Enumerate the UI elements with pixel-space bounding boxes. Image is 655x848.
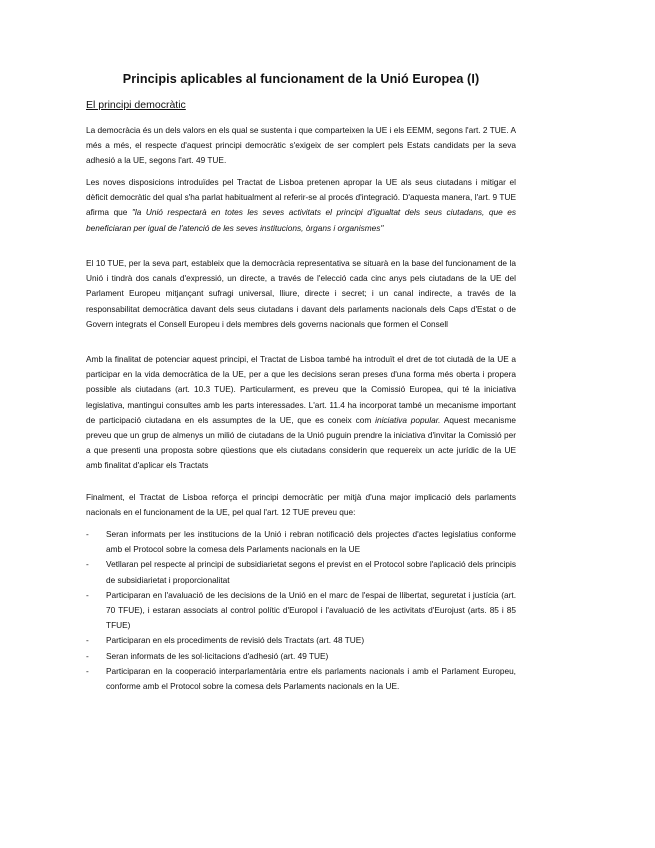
document-title: Principis aplicables al funcionament de la Unió Europea (I) <box>122 72 480 86</box>
paragraph-2-quote: "la Unió respectarà en totes les seves activitats el principi d'igualtat dels seus ciutadans, que es beneficiaran per igual de l'atenció de les seves institucions, òrgans i organismes" <box>86 207 516 233</box>
list-item <box>86 588 516 634</box>
paragraph-4-text-after: Aquest mecanisme preveu que un grup de almenys un milió de ciutadans de la Unió puguin prendre la iniciativa d'invitar la Comissió per a que presenti una proposta sobre qüestions que els ciutadans considerin que requereix un acte jurídic de la UE amb finalitat d'aplicar els Tractats <box>86 414 516 471</box>
paragraph-4-text: Amb la finalitat de potenciar aquest principi, el Tractat de Lisboa també ha introduït el dret de tot ciutadà de la UE a participar en la vida democràtica de la UE, per a que les decisions seran preses d'una forma més oberta i propera possible als ciutadans (art. 10.3 TUE). Particularment, es preveu que la Comissió Europea, qui té la iniciativa legislativa, mantingui consultes amb les parts interessades. L'art. 11.4 ha incorporat també un mecanisme important de participació ciutadana en els assumptes de la UE, que es coneix com <box>86 354 516 425</box>
bullet-marker: - <box>86 665 89 676</box>
list-item-text: Vetllaran pel respecte al principi de subsidiarietat segons el previst en el Protocol sobre l'aplicació dels principis de subsidiarietat i proporcionalitat <box>106 559 516 585</box>
paragraph-2-text: Les noves disposicions introduïdes pel Tractat de Lisboa pretenen apropar la UE als seus ciutadans i mitigar el dèficit democràtic del qual s'ha parlat habitualment al referir-se al procés d'integració. D'aquesta manera, l'art. 9 TUE afirma que <box>86 177 516 218</box>
paragraph-5: Finalment, el Tractat de Lisboa reforça el principi democràtic per mitjà d'una major implicació dels parlaments nacionals en el funcionament de la UE, pel qual l'art. 12 TUE preveu que: <box>86 492 516 518</box>
bullet-marker: - <box>86 589 89 600</box>
list-item <box>86 527 516 557</box>
paragraph-1: La democràcia és un dels valors en els qual se sustenta i que comparteixen la UE i els EEMM, segons l'art. 2 TUE. A més a més, el respecte d'aquest principi democràtic s'exigeix de ser complert pels Estats candidats per la seva adhesió a la UE, segons l'art. 49 TUE. <box>86 125 516 166</box>
paragraph-4-italic-term: iniciativa popular. <box>375 414 441 425</box>
bullet-marker: - <box>86 559 89 570</box>
bullet-marker: - <box>86 635 89 646</box>
list-item <box>86 557 516 587</box>
list-item-text: Seran informats de les sol·licitacions d'adhesió (art. 49 TUE) <box>106 650 329 661</box>
paragraph-4 <box>86 352 516 474</box>
list-item <box>86 633 516 648</box>
section-heading: El principi democràtic <box>86 99 186 111</box>
list-item-text: Participaran en l'avaluació de les decisions de la Unió en el marc de l'espai de llibertat, seguretat i justícia (art. 70 TFUE), i estaran associats al control polític d'Europol i l'avaluació de les activitats d'Eurojust (arts. 85 i 85 TFUE) <box>106 589 516 631</box>
bullet-list <box>86 527 516 694</box>
paragraph-3: El 10 TUE, per la seva part, estableix que la democràcia representativa se situarà en la base del funcionament de la Unió i tindrà dos canals d'expressió, un directe, a través de l'elecció cada cinc anys pels ciutadans de la UE del Parlament Europeu mitjançant sufragi universal, lliure, directe i secret; i un canal indirecte, a través de la responsabilitat democràtica davant dels seus ciutadans i davant dels parlaments nacionals dels Caps d'Estat o de Govern integrats el Consell Europeu i dels membres dels governs nacionals que formen el Consell <box>86 258 516 329</box>
list-item-text: Participaran en la cooperació interparlamentària entre els parlaments nacionals i amb el Parlament Europeu, conforme amb el Protocol sobre la comesa dels Parlaments nacionals en la UE. <box>106 665 516 692</box>
list-item-text: Participaran en els procediments de revisió dels Tractats (art. 48 TUE) <box>106 635 365 646</box>
paragraph-2 <box>86 175 516 236</box>
bullet-marker: - <box>86 529 89 539</box>
bullet-marker: - <box>86 650 89 661</box>
list-item <box>86 664 516 694</box>
list-item-text: Seran informats per les institucions de la Unió i rebran notificació dels projectes d'actes legislatius conforme amb el Protocol sobre la comesa dels Parlaments nacionals en la UE <box>106 529 516 555</box>
list-item <box>86 649 516 664</box>
